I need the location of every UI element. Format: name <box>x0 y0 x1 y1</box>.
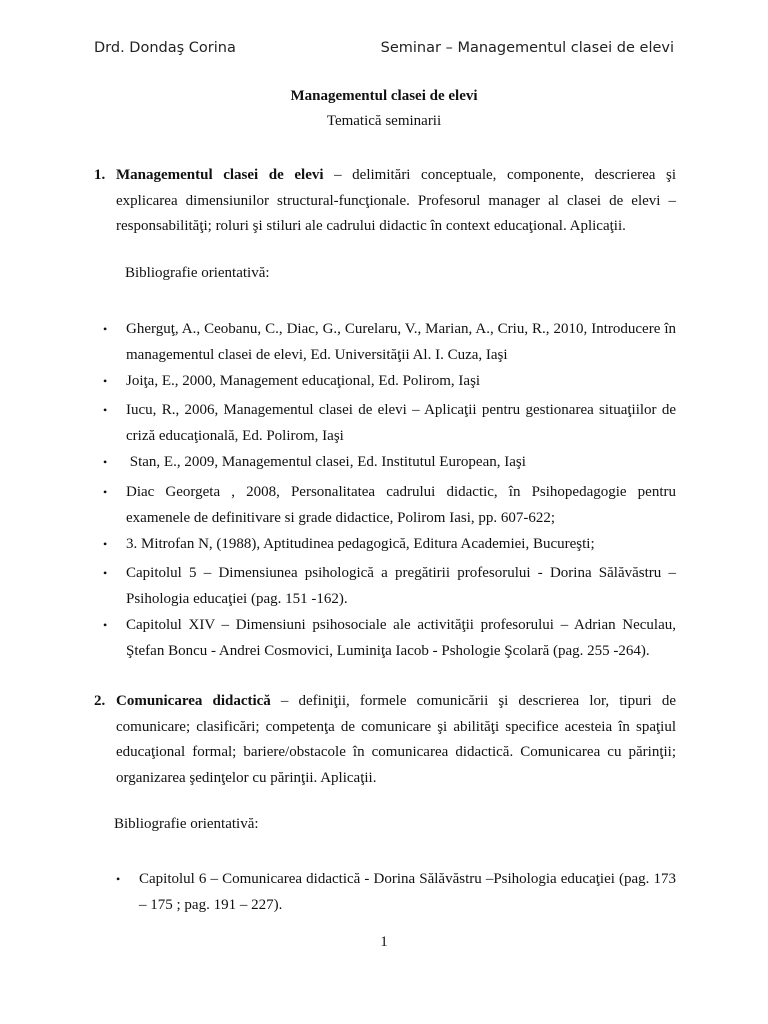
bib-item <box>103 317 676 368</box>
bullet-icon: • <box>103 322 108 336</box>
document-subtitle: Tematică seminarii <box>326 113 442 129</box>
document-title: Managementul clasei de elevi <box>290 88 478 104</box>
bib-item-text: Capitolul 6 – Comunicarea didactică - Dorina Sălăvăstru –Psihologia educaţiei (pag. 173 – 175 ; pag. 191 – 227). <box>139 871 676 913</box>
bullet-icon: • <box>103 537 108 551</box>
section-2-body <box>116 689 676 791</box>
section-2-number: 2. <box>94 693 106 709</box>
page-number: 1 <box>380 934 388 950</box>
bib-item-text: Stan, E., 2009, Managementul clasei, Ed. Institutul European, Iaşi <box>126 454 526 470</box>
bib-item-text: Diac Georgeta , 2008, Personalitatea cadrului didactic, în Psihopedagogie pentru examenele de definitivare si grade didactice, Polirom Iasi, pp. 607-622; <box>126 484 676 526</box>
bullet-icon: • <box>103 455 108 469</box>
header-course: Seminar – Managementul clasei de elevi <box>380 40 674 56</box>
section-1-body <box>116 163 676 240</box>
bib-item <box>116 867 676 918</box>
bullet-icon: • <box>103 618 108 632</box>
bib-item <box>103 561 676 612</box>
bullet-icon: • <box>103 485 108 499</box>
bullet-icon: • <box>103 374 108 388</box>
bib-item-text: Gherguţ, A., Ceobanu, C., Diac, G., Curelaru, V., Marian, A., Criu, R., 2010, Introducere în managementul clasei de elevi, Ed. Universităţii Al. I. Cuza, Iaşi <box>126 321 676 363</box>
bib-item <box>103 450 676 476</box>
bib-item-text: Iucu, R., 2006, Managementul clasei de elevi – Aplicaţii pentru gestionarea situaţiilor de criză educaţională, Ed. Polirom, Iaşi <box>126 402 676 444</box>
bib-item <box>103 613 676 664</box>
section-1-bibliography-label: Bibliografie orientativă: <box>125 265 270 281</box>
bib-item-text: Joiţa, E., 2000, Management educaţional, Ed. Polirom, Iaşi <box>126 373 481 389</box>
header-author: Drd. Dondaş Corina <box>94 40 236 56</box>
section-1-text: – delimitări conceptuale, componente, descrierea şi explicarea dimensiunilor structural-funcţionale. Profesorul manager al clasei de elevi – responsabilităţi; roluri şi stiluri ale cadrului didactic în context educaţional. Aplicaţii. <box>116 167 676 234</box>
bib-item <box>103 480 676 531</box>
section-2-heading: Comunicarea didactică <box>116 693 271 709</box>
section-1-number: 1. <box>94 167 106 183</box>
bib-item <box>103 398 676 449</box>
bib-item-text: 3. Mitrofan N, (1988), Aptitudinea pedagogică, Editura Academiei, Bucureşti; <box>126 536 595 552</box>
section-2-text: – definiţii, formele comunicării şi descrierea lor, tipuri de comunicare; clasificări; competenţa de comunicare şi abilităţi specifice acesteia în spaţiul educaţional formal; bariere/obstacole în comunicarea didactică. Comunicarea cu părinţii; organizarea şedinţelor cu părinţii. Aplicaţii. <box>116 693 676 786</box>
bullet-icon: • <box>116 872 121 886</box>
bib-item-text: Capitolul 5 – Dimensiunea psihologică a pregătirii profesorului - Dorina Sălăvăstru – Psihologia educaţiei (pag. 151 -162). <box>126 565 676 607</box>
section-2-bibliography-label: Bibliografie orientativă: <box>114 816 259 832</box>
bullet-icon: • <box>103 566 108 580</box>
section-1-heading: Managementul clasei de elevi <box>116 167 324 183</box>
bib-item <box>103 369 676 395</box>
section-2 <box>94 689 676 791</box>
bib-item-text: Capitolul XIV – Dimensiuni psihosociale ale activităţii profesorului – Adrian Neculau, Ştefan Boncu - Andrei Cosmovici, Luminiţa Iacob - Pshologie Şcolară (pag. 255 -264). <box>126 617 676 659</box>
bullet-icon: • <box>103 403 108 417</box>
section-1 <box>94 163 676 240</box>
bib-item <box>103 532 676 558</box>
